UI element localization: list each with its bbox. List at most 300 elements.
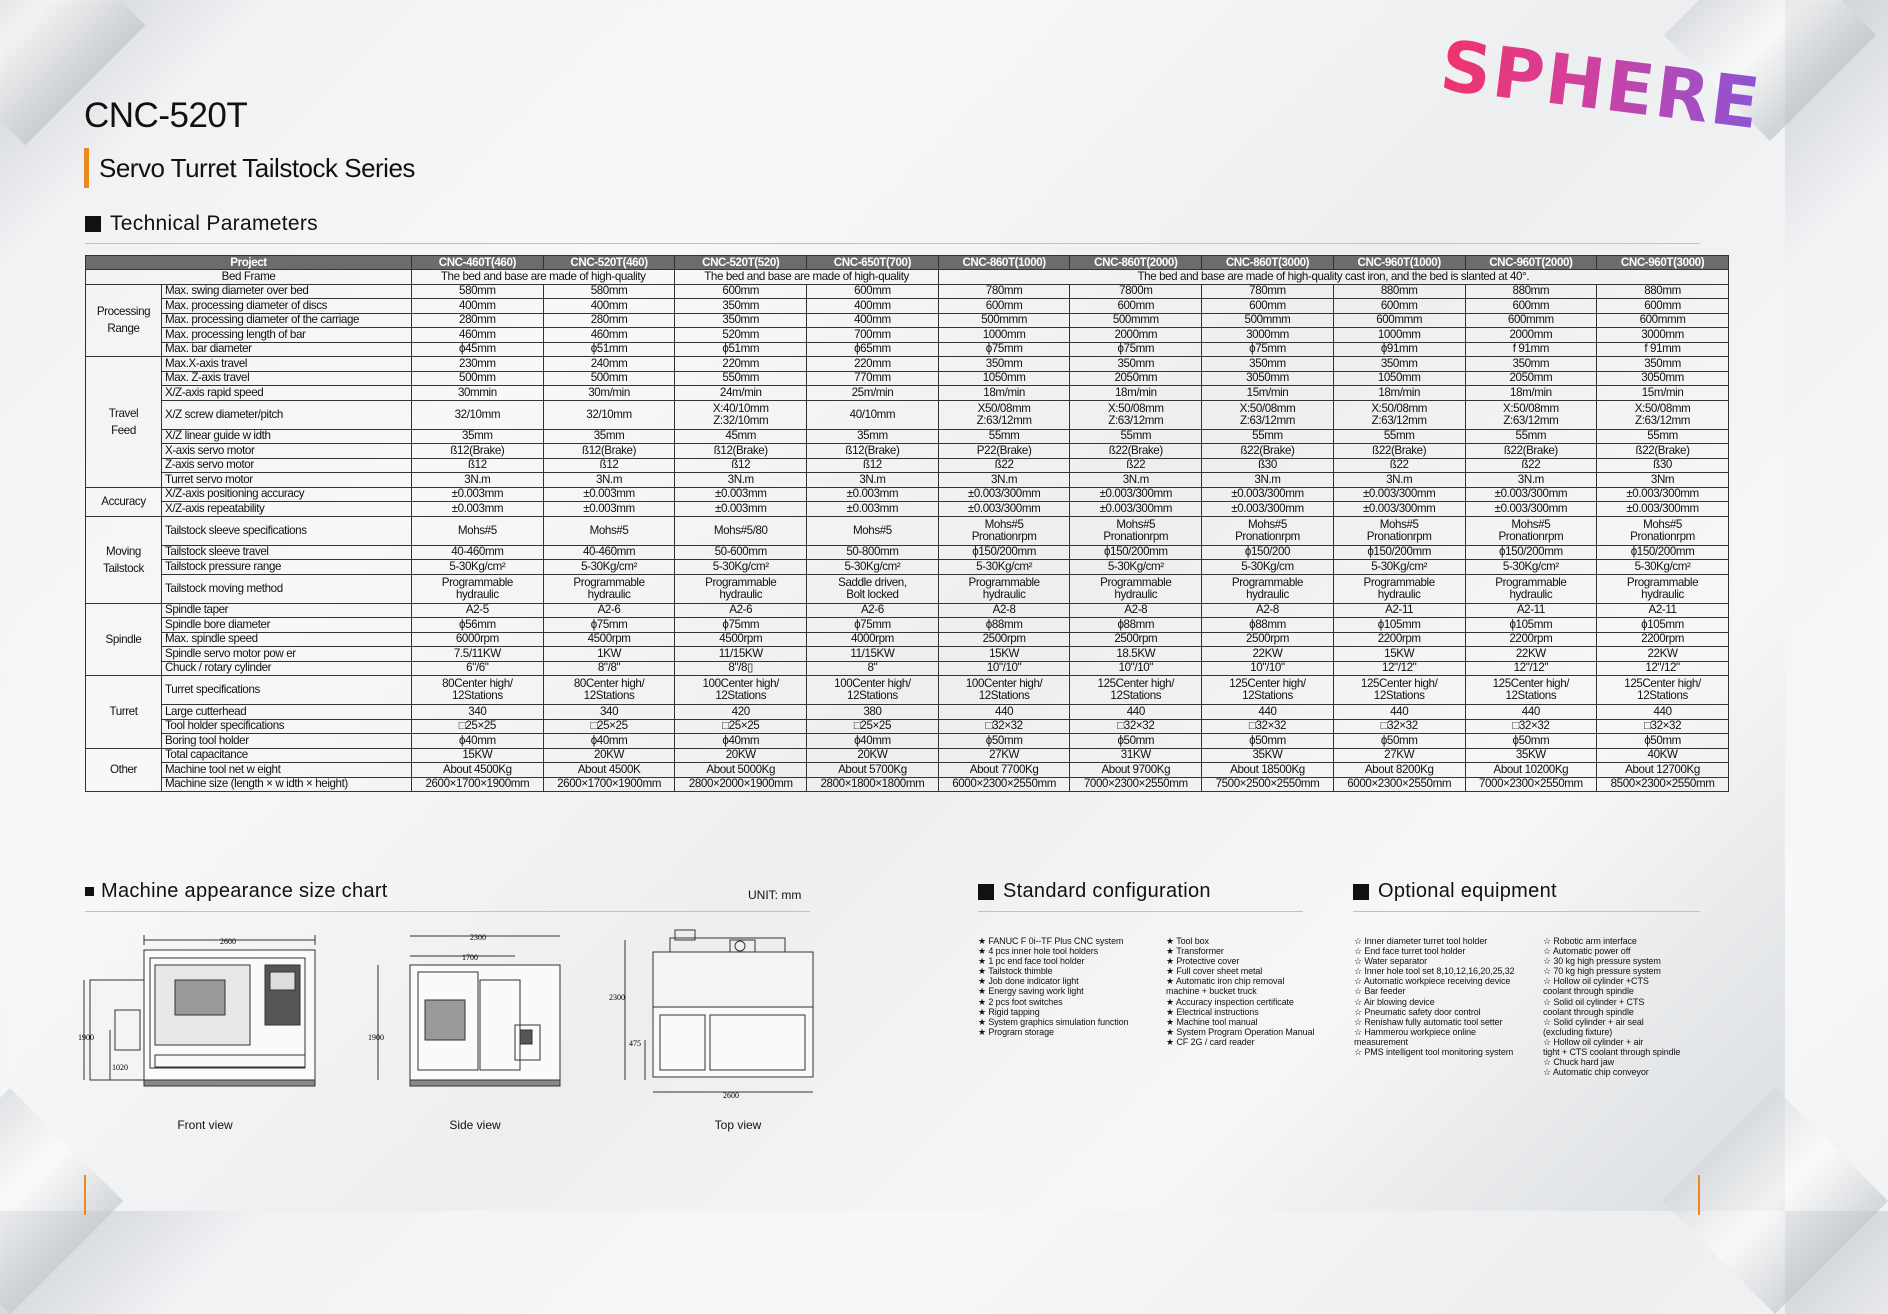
table-row — [86, 357, 1729, 372]
table-cell: 600mm — [1333, 299, 1465, 314]
table-cell: 1000mm — [1333, 328, 1465, 343]
divider — [85, 911, 810, 912]
table-row — [86, 545, 1729, 560]
table-cell: ±0.003mm — [412, 487, 544, 502]
table-cell: 31KW — [1070, 748, 1202, 763]
table-cell: Programmable hydraulic — [1333, 574, 1465, 603]
table-cell: ±0.003/300mm — [938, 502, 1070, 517]
table-cell: ±0.003/300mm — [1333, 502, 1465, 517]
page-subtitle: Servo Turret Tailstock Series — [84, 148, 415, 188]
list-item: ☆ 70 kg high pressure system — [1543, 966, 1661, 977]
table-cell: About 5700Kg — [807, 763, 939, 778]
table-cell: Mohs#5 — [807, 516, 939, 545]
table-cell: 340 — [543, 705, 675, 720]
table-cell: 3000mm — [1202, 328, 1334, 343]
row-label: Spindle bore diameter — [162, 618, 412, 633]
table-cell: ϕ75mm — [1070, 342, 1202, 357]
table-cell: 440 — [938, 705, 1070, 720]
table-cell: Saddle driven, Bolt locked — [807, 574, 939, 603]
table-cell: 1050mm — [1333, 371, 1465, 386]
list-item: ☆ Water separator — [1354, 956, 1428, 967]
table-cell: ϕ56mm — [412, 618, 544, 633]
table-cell: ϕ40mm — [543, 734, 675, 749]
table-row — [86, 473, 1729, 488]
table-cell: 2800×2000×1900mm — [675, 777, 807, 792]
column-header: CNC-650T(700) — [807, 256, 939, 270]
table-row — [86, 647, 1729, 662]
table-cell: ϕ91mm — [1333, 342, 1465, 357]
table-cell: ß22 — [938, 458, 1070, 473]
table-cell: ϕ40mm — [807, 734, 939, 749]
table-cell: ϕ150/200mm — [1465, 545, 1597, 560]
list-item: coolant through spindle — [1543, 986, 1634, 997]
table-cell: 125Center high/ 12Stations — [1202, 676, 1334, 705]
table-cell: 3N.m — [675, 473, 807, 488]
table-cell: □32×32 — [1070, 719, 1202, 734]
table-cell: 600mm — [1597, 299, 1729, 314]
table-cell: 4500rpm — [675, 632, 807, 647]
list-item: ★ Automatic iron chip removal — [1166, 976, 1285, 987]
table-cell: 3Nm — [1597, 473, 1729, 488]
table-cell: ß30 — [1202, 458, 1334, 473]
table-cell: X:50/08mm Z:63/12mm — [1070, 400, 1202, 429]
row-label: X/Z-axis rapid speed — [162, 386, 412, 401]
table-cell: ß12(Brake) — [675, 444, 807, 459]
table-cell: 2600×1700×1900mm — [543, 777, 675, 792]
table-cell: 2600×1700×1900mm — [412, 777, 544, 792]
table-cell: ±0.003mm — [543, 502, 675, 517]
table-row — [86, 458, 1729, 473]
list-item: ☆ Hollow oil cylinder +CTS — [1543, 976, 1649, 987]
unit-label: UNIT: mm — [748, 888, 802, 902]
table-cell: 55mm — [1465, 429, 1597, 444]
table-cell: 6000×2300×2550mm — [1333, 777, 1465, 792]
table-cell: About 7700Kg — [938, 763, 1070, 778]
top-view-label: Top view — [714, 1118, 762, 1132]
table-cell: 600mmm — [1465, 313, 1597, 328]
table-cell: 2500rpm — [1202, 632, 1334, 647]
square-bullet-icon — [978, 884, 994, 900]
group-label: Travel Feed — [86, 357, 162, 488]
table-cell: ß22 — [1070, 458, 1202, 473]
table-cell: A2-6 — [807, 603, 939, 618]
table-row — [86, 313, 1729, 328]
list-item: ★ CF 2G / card reader — [1166, 1036, 1255, 1047]
table-cell: 11/15KW — [807, 647, 939, 662]
table-cell: ß12(Brake) — [412, 444, 544, 459]
table-cell: 10"/10" — [1202, 661, 1334, 676]
section-title: Technical Parameters — [110, 212, 318, 235]
row-label: Machine tool net w eight — [162, 763, 412, 778]
table-row — [86, 632, 1729, 647]
table-cell: ß22(Brake) — [1333, 444, 1465, 459]
table-cell: A2-8 — [938, 603, 1070, 618]
table-cell: 35mm — [412, 429, 544, 444]
table-cell: 600mm — [938, 299, 1070, 314]
table-cell: 40-460mm — [412, 545, 544, 560]
table-cell: Programmable hydraulic — [1597, 574, 1729, 603]
table-cell: ß12 — [675, 458, 807, 473]
section-standard — [978, 880, 1211, 903]
table-cell: Mohs#5 Pronationrpm — [1465, 516, 1597, 545]
table-cell: ϕ50mm — [1597, 734, 1729, 749]
table-cell: ϕ105mm — [1465, 618, 1597, 633]
list-item: ☆ Automatic chip conveyor — [1543, 1067, 1649, 1078]
table-cell: 580mm — [543, 284, 675, 299]
table-cell: 2050mm — [1465, 371, 1597, 386]
table-cell: 24m/min — [675, 386, 807, 401]
table-cell: 7.5/11KW — [412, 647, 544, 662]
list-item: ★ 4 pcs inner hole tool holders — [978, 946, 1099, 957]
column-header: CNC-960T(3000) — [1597, 256, 1729, 270]
optional-list — [1354, 936, 1515, 1057]
table-cell: 2800×1800×1800mm — [807, 777, 939, 792]
table-cell: ±0.003/300mm — [1597, 487, 1729, 502]
table-cell: ±0.003/300mm — [1070, 487, 1202, 502]
decor-mark — [84, 1175, 86, 1215]
table-cell: ϕ50mm — [1202, 734, 1334, 749]
table-cell: 780mm — [938, 284, 1070, 299]
table-cell: 6"/6" — [412, 661, 544, 676]
section-title: Machine appearance size chart — [101, 880, 388, 902]
table-cell: 700mm — [807, 328, 939, 343]
table-cell: 3000mm — [1597, 328, 1729, 343]
table-cell: 1000mm — [938, 328, 1070, 343]
table-cell: A2-11 — [1333, 603, 1465, 618]
list-item: ☆ Bar feeder — [1354, 986, 1406, 997]
table-cell: Programmable hydraulic — [675, 574, 807, 603]
table-cell: ϕ150/200mm — [1597, 545, 1729, 560]
table-cell: □25×25 — [412, 719, 544, 734]
list-item: ★ Electrical instructions — [1166, 1006, 1259, 1017]
table-cell: X:50/08mm Z:63/12mm — [1202, 400, 1334, 429]
table-cell: 350mm — [1070, 357, 1202, 372]
table-cell: 35KW — [1465, 748, 1597, 763]
list-item: ★ Full cover sheet metal — [1166, 966, 1263, 977]
table-cell: About 18500Kg — [1202, 763, 1334, 778]
table-cell: □32×32 — [1202, 719, 1334, 734]
table-cell: ϕ50mm — [1070, 734, 1202, 749]
table-row — [86, 299, 1729, 314]
table-cell: 350mm — [1333, 357, 1465, 372]
column-header: CNC-520T(460) — [543, 256, 675, 270]
table-cell: 100Center high/ 12Stations — [938, 676, 1070, 705]
column-header: CNC-460T(460) — [412, 256, 544, 270]
table-cell: 600mmm — [1333, 313, 1465, 328]
table-cell: 600mm — [1465, 299, 1597, 314]
row-label: Bed Frame — [86, 270, 412, 285]
table-cell: □32×32 — [1597, 719, 1729, 734]
table-cell: ß12 — [543, 458, 675, 473]
table-cell: ϕ75mm — [675, 618, 807, 633]
table-cell: 27KW — [938, 748, 1070, 763]
table-cell: 1KW — [543, 647, 675, 662]
list-item: ☆ Hammerou workpiece online — [1354, 1026, 1476, 1037]
page-title: CNC-520T — [84, 96, 248, 135]
table-cell: 22KW — [1202, 647, 1334, 662]
table-row — [86, 342, 1729, 357]
list-item: tight + CTS coolant through spindle — [1543, 1047, 1681, 1058]
dim-height-label: 1900 — [78, 1033, 94, 1042]
table-cell: 440 — [1202, 705, 1334, 720]
table-cell: 440 — [1597, 705, 1729, 720]
table-cell: 32/10mm — [543, 400, 675, 429]
table-cell: ϕ50mm — [1333, 734, 1465, 749]
table-cell: 550mm — [675, 371, 807, 386]
table-row — [86, 400, 1729, 429]
table-cell: 350mm — [1465, 357, 1597, 372]
table-cell: ϕ75mm — [1202, 342, 1334, 357]
table-cell: ϕ105mm — [1597, 618, 1729, 633]
table-cell: 2000mm — [1070, 328, 1202, 343]
row-label: Z-axis servo motor — [162, 458, 412, 473]
square-bullet-icon — [85, 887, 94, 896]
table-cell: 2500rpm — [938, 632, 1070, 647]
row-label: Max. processing diameter of discs — [162, 299, 412, 314]
table-cell: 220mm — [807, 357, 939, 372]
table-cell: P22(Brake) — [938, 444, 1070, 459]
table-cell: 80Center high/ 12Stations — [412, 676, 544, 705]
table-cell: 5-30Kg/cm² — [1465, 560, 1597, 575]
table-cell: 350mm — [1202, 357, 1334, 372]
table-cell: 8"/8" — [543, 661, 675, 676]
table-cell: The bed and base are made of high-quality cast iron, and the bed is slanted at 40°. — [938, 270, 1728, 285]
table-cell: 340 — [412, 705, 544, 720]
table-cell: About 8200Kg — [1333, 763, 1465, 778]
table-cell: 440 — [1070, 705, 1202, 720]
list-item: ★ Program storage — [978, 1026, 1054, 1037]
table-cell: 3N.m — [938, 473, 1070, 488]
table-cell: ±0.003mm — [675, 502, 807, 517]
table-cell: About 4500Kg — [412, 763, 544, 778]
table-cell: ß12 — [807, 458, 939, 473]
table-cell: □32×32 — [1465, 719, 1597, 734]
table-cell: Mohs#5 — [412, 516, 544, 545]
list-item: (excluding fixture) — [1543, 1026, 1613, 1037]
table-cell: f 91mm — [1597, 342, 1729, 357]
dim-height-label: 2300 — [609, 993, 625, 1002]
list-item: ☆ Solid cylinder + air seal — [1543, 1016, 1644, 1027]
table-cell: 5-30Kg/cm² — [412, 560, 544, 575]
table-cell: 600mm — [1070, 299, 1202, 314]
row-label: Max. processing diameter of the carriage — [162, 313, 412, 328]
table-row — [86, 574, 1729, 603]
list-item: ★ FANUC F 0i--TF Plus CNC system — [978, 936, 1124, 946]
table-cell: 3N.m — [543, 473, 675, 488]
specs-table — [85, 255, 1729, 792]
table-cell: A2-6 — [675, 603, 807, 618]
table-cell: Programmable hydraulic — [938, 574, 1070, 603]
decor-corner — [0, 1088, 123, 1314]
table-cell: 520mm — [675, 328, 807, 343]
list-item: ★ System Program Operation Manual — [1166, 1026, 1315, 1037]
list-item: ★ Protective cover — [1166, 956, 1240, 967]
list-item: coolant through spindle — [1543, 1006, 1634, 1017]
table-cell: 5-30Kg/cm² — [807, 560, 939, 575]
table-cell: X:50/08mm Z:63/12mm — [1333, 400, 1465, 429]
table-cell: 3050mm — [1597, 371, 1729, 386]
list-item: ★ Tool box — [1166, 936, 1209, 946]
table-cell: ϕ75mm — [807, 618, 939, 633]
table-cell: ϕ40mm — [675, 734, 807, 749]
table-cell: ß22(Brake) — [1465, 444, 1597, 459]
row-label: Spindle servo motor pow er — [162, 647, 412, 662]
table-cell: 500mm — [543, 371, 675, 386]
table-cell: ϕ51mm — [543, 342, 675, 357]
table-cell: 35mm — [807, 429, 939, 444]
table-row — [86, 560, 1729, 575]
table-cell: 8" — [807, 661, 939, 676]
row-label: Tailstock sleeve specifications — [162, 516, 412, 545]
table-cell: ϕ75mm — [543, 618, 675, 633]
front-view-label: Front view — [177, 1118, 233, 1132]
optional-list — [1543, 936, 1680, 1077]
table-cell: ϕ50mm — [1465, 734, 1597, 749]
table-row — [86, 734, 1729, 749]
divider — [978, 911, 1303, 912]
table-cell: Mohs#5 Pronationrpm — [1202, 516, 1334, 545]
list-item: ☆ PMS intelligent tool monitoring system — [1354, 1047, 1514, 1058]
table-cell: 32/10mm — [412, 400, 544, 429]
table-cell: 11/15KW — [675, 647, 807, 662]
table-cell: A2-8 — [1202, 603, 1334, 618]
table-cell: Mohs#5 Pronationrpm — [1597, 516, 1729, 545]
table-cell: 15KW — [1333, 647, 1465, 662]
table-row — [86, 487, 1729, 502]
brand-logo: SPHERE — [1436, 24, 1766, 146]
table-cell: 18m/min — [1333, 386, 1465, 401]
list-item: ☆ Automatic workpiece receiving device — [1354, 976, 1511, 987]
list-item: ★ Accuracy inspection certificate — [1166, 996, 1294, 1007]
group-label: Accuracy — [86, 487, 162, 516]
list-item: ★ Machine tool manual — [1166, 1016, 1258, 1027]
table-cell: A2-11 — [1465, 603, 1597, 618]
table-cell: A2-11 — [1597, 603, 1729, 618]
row-label: Spindle taper — [162, 603, 412, 618]
divider — [85, 243, 1700, 244]
table-cell: ϕ45mm — [412, 342, 544, 357]
row-label: Tailstock sleeve travel — [162, 545, 412, 560]
list-item: ☆ Solid oil cylinder + CTS — [1543, 996, 1645, 1007]
table-cell: 2200rpm — [1597, 632, 1729, 647]
table-cell: 18.5KW — [1070, 647, 1202, 662]
table-cell: About 10200Kg — [1465, 763, 1597, 778]
table-cell: 230mm — [412, 357, 544, 372]
table-cell: □32×32 — [1333, 719, 1465, 734]
group-label: Moving Tailstock — [86, 516, 162, 603]
table-cell: Programmable hydraulic — [1070, 574, 1202, 603]
table-cell: 45mm — [675, 429, 807, 444]
table-cell: □32×32 — [938, 719, 1070, 734]
row-label: Max. swing diameter over bed — [162, 284, 412, 299]
table-cell: 5-30Kg/cm² — [1597, 560, 1729, 575]
table-cell: ϕ105mm — [1333, 618, 1465, 633]
dim-height-label: 475 — [629, 1039, 641, 1048]
group-label: Other — [86, 748, 162, 792]
table-cell: ±0.003/300mm — [1333, 487, 1465, 502]
table-cell: 440 — [1465, 705, 1597, 720]
table-cell: ϕ51mm — [675, 342, 807, 357]
column-header: CNC-860T(2000) — [1070, 256, 1202, 270]
list-item: ★ System graphics simulation function — [978, 1016, 1129, 1027]
table-cell: 15m/min — [1597, 386, 1729, 401]
table-cell: 880mm — [1333, 284, 1465, 299]
table-cell: ±0.003/300mm — [938, 487, 1070, 502]
column-header: CNC-860T(3000) — [1202, 256, 1334, 270]
table-cell: 25m/min — [807, 386, 939, 401]
section-tech-params — [85, 212, 318, 236]
table-cell: 3N.m — [1202, 473, 1334, 488]
table-cell: ϕ150/200 — [1202, 545, 1334, 560]
table-cell: 40/10mm — [807, 400, 939, 429]
dim-height-label: 1020 — [112, 1063, 128, 1072]
row-label: X/Z-axis repeatability — [162, 502, 412, 517]
table-cell: About 5000Kg — [675, 763, 807, 778]
table-cell: ϕ150/200mm — [1333, 545, 1465, 560]
list-item: measurement — [1354, 1036, 1408, 1047]
table-cell: 125Center high/ 12Stations — [1333, 676, 1465, 705]
table-cell: 12"/12" — [1597, 661, 1729, 676]
table-cell: 8"/8▯ — [675, 661, 807, 676]
table-cell: 420 — [675, 705, 807, 720]
front-view-drawing — [80, 930, 320, 1110]
row-label: Tailstock moving method — [162, 574, 412, 603]
table-cell: ±0.003mm — [543, 487, 675, 502]
table-cell: ß12 — [412, 458, 544, 473]
table-cell: 380 — [807, 705, 939, 720]
table-cell: 50-600mm — [675, 545, 807, 560]
table-cell: 7000×2300×2550mm — [1070, 777, 1202, 792]
table-cell: 2000mm — [1465, 328, 1597, 343]
table-cell: 350mm — [675, 299, 807, 314]
table-cell: 125Center high/ 12Stations — [1070, 676, 1202, 705]
list-item: ★ 1 pc end face tool holder — [978, 956, 1085, 967]
table-cell: 350mm — [675, 313, 807, 328]
table-cell: 280mm — [543, 313, 675, 328]
section-title: Optional equipment — [1378, 880, 1557, 902]
table-row — [86, 371, 1729, 386]
row-label: Chuck / rotary cylinder — [162, 661, 412, 676]
table-cell: 5-30Kg/cm² — [938, 560, 1070, 575]
table-cell: The bed and base are made of high-quality — [675, 270, 938, 285]
group-label: Processing Range — [86, 284, 162, 357]
table-cell: 400mm — [807, 313, 939, 328]
table-cell: 2050mm — [1070, 371, 1202, 386]
row-label: Max.X-axis travel — [162, 357, 412, 372]
list-item: machine + bucket truck — [1166, 986, 1257, 997]
list-item: ☆ Inner diameter turret tool holder — [1354, 936, 1488, 946]
table-row — [86, 661, 1729, 676]
table-cell: 100Center high/ 12Stations — [807, 676, 939, 705]
table-cell: 280mm — [412, 313, 544, 328]
table-cell: 50-800mm — [807, 545, 939, 560]
table-cell: Mohs#5 — [543, 516, 675, 545]
table-cell: 4000rpm — [807, 632, 939, 647]
list-item: ☆ 30 kg high pressure system — [1543, 956, 1661, 967]
table-cell: 1050mm — [938, 371, 1070, 386]
table-cell: 2200rpm — [1333, 632, 1465, 647]
table-cell: ±0.003/300mm — [1465, 502, 1597, 517]
table-cell: About 4500K — [543, 763, 675, 778]
table-row — [86, 603, 1729, 618]
row-label: X-axis servo motor — [162, 444, 412, 459]
table-cell: ±0.003mm — [675, 487, 807, 502]
table-cell: 400mm — [412, 299, 544, 314]
table-cell: 6000×2300×2550mm — [938, 777, 1070, 792]
table-cell: 15m/min — [1202, 386, 1334, 401]
table-cell: 35mm — [543, 429, 675, 444]
column-header: Project — [86, 256, 412, 270]
